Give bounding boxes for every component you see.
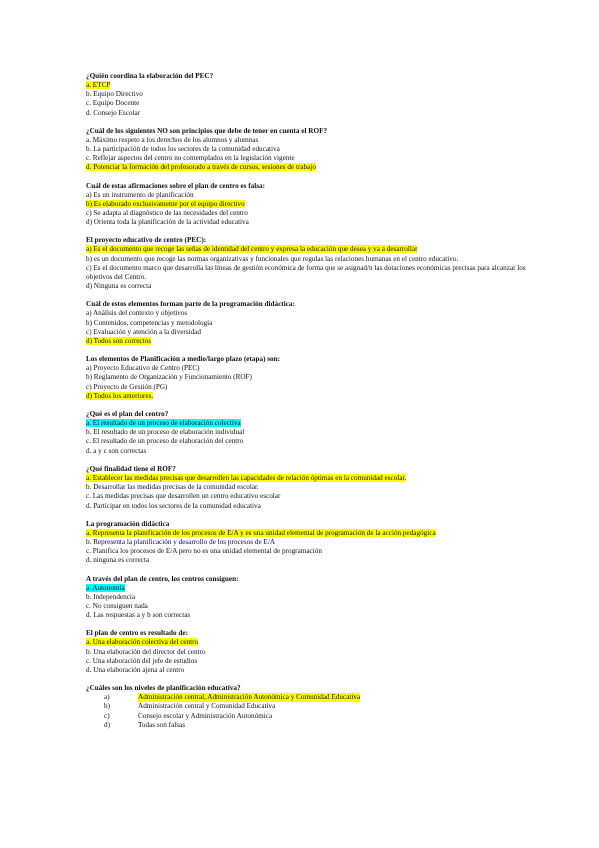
answer-option: b. Desarrollar las medidas precisas de la comunidad escolar. xyxy=(86,483,259,492)
option-letter: a) xyxy=(104,693,110,702)
answer-option-correct: a. Autonomía xyxy=(86,583,125,592)
answer-option: c. El resultado de un proceso de elaboración del centro xyxy=(86,437,244,446)
question-block xyxy=(86,300,546,346)
option-letter: d) xyxy=(104,720,110,729)
answer-option-correct: d) Todos los anteriores. xyxy=(86,391,154,400)
answer-option: d. Participar en todos los sectores de la comunidad educativa xyxy=(86,501,261,510)
answer-option-correct: a. Una elaboración colectiva del centro xyxy=(86,638,199,647)
answer-option: a) Proyecto Educativo de Centro (PEC) xyxy=(86,364,200,373)
answer-option xyxy=(86,702,546,711)
answer-option: d. ninguna es correcta xyxy=(86,556,150,565)
question-title: El proyecto educativo de centro (PEC): xyxy=(86,236,207,245)
answer-option: c. Reflejar aspectos del centro no contemplados en la legislación vigente xyxy=(86,154,295,163)
question-block xyxy=(86,684,546,730)
question-block xyxy=(86,127,546,173)
question-title: ¿Qué es el plan del centro? xyxy=(86,410,169,419)
option-text: Consejo escolar y Administración Autonómica xyxy=(138,711,273,720)
answer-option: c) Evaluación y atención a la diversidad xyxy=(86,327,201,336)
answer-option: c) Se adapta al diagnóstico de las necesidades del centro xyxy=(86,209,248,218)
question-block xyxy=(86,465,546,511)
answer-option: b) Contenidos, competencias y metodología xyxy=(86,318,213,327)
answer-option: d. Consejo Escolar xyxy=(86,108,141,117)
answer-option: c. Planifica los procesos de E/A pero no es una unidad elemental de programación xyxy=(86,547,322,556)
answer-option: b) es un documento que recoge las normas organizativas y funcionales que regulas las relaciones humanas en el centro educativo. xyxy=(86,254,459,263)
option-text: Administración central y Comunidad Educativa xyxy=(138,702,276,711)
question-title: A través del plan de centro, los centros consiguen: xyxy=(86,574,239,583)
answer-option: b. Equipo Directivo xyxy=(86,90,143,99)
question-title: La programación didáctica xyxy=(86,519,170,528)
question-block xyxy=(86,355,546,401)
answer-option: b. Una elaboración del director del centro xyxy=(86,647,206,656)
question-title: Cuál de estos elementos forman parte de la programación didáctica: xyxy=(86,300,295,309)
answer-option: c. Una elaboración del jefe de estudios xyxy=(86,656,198,665)
answer-option: b. Representa la planificación y desarrollo de los procesos de E/A xyxy=(86,537,276,546)
question-block xyxy=(86,72,546,118)
option-text: Administración central, Administración Autonómica y Comunidad Educativa xyxy=(138,693,361,702)
answer-option: c) Proyecto de Gestión (PG) xyxy=(86,382,168,391)
answer-option: b. La participación de todos los sectores de la comunidad educativa xyxy=(86,145,280,154)
answer-option: a) Es un instrumento de planificación xyxy=(86,190,194,199)
question-title: Cuál de estas afirmaciones sobre el plan de centro es falsa: xyxy=(86,181,266,190)
question-title: ¿Quién coordina la elaboración del PEC? xyxy=(86,72,214,80)
question-block xyxy=(86,629,546,675)
question-block xyxy=(86,182,546,228)
answer-option-correct: a. Representa la planificación de los procesos de E/A y es una unidad elemental de programación de la acción pedagógica xyxy=(86,528,436,537)
answer-option: b. El resultado de un proceso de elaboración individual xyxy=(86,428,245,437)
answer-option: d) Ninguna es correcta xyxy=(86,282,152,291)
question-block xyxy=(86,575,546,621)
answer-option: d. a y c son correctas xyxy=(86,446,147,455)
answer-option-correct: a. El resultado de un proceso de elaboración colectiva xyxy=(86,419,241,428)
answer-option-correct xyxy=(86,693,546,702)
answer-option-correct: a. ETCP xyxy=(86,81,111,89)
answer-option: a) Análisis del contexto y objetivos xyxy=(86,309,188,318)
answer-option: b. Independencia xyxy=(86,592,136,601)
answer-option-correct: a) Es el documento que recoge las señas de identidad del centro y expresa la educación que desea y va a desarrollar xyxy=(86,245,418,254)
answer-option: c) Es el documento marco que desarrolla las líneas de gestión económica de forma que se asignad/n las dotaciones económicas precisas para alcanzar los objetivos del Centro. xyxy=(86,263,526,282)
answer-option-correct: d) Todos son correctos xyxy=(86,337,152,346)
question-title: ¿Cuál de los siguientes NO son principios que debe de tener en cuenta el ROF? xyxy=(86,126,328,135)
question-block xyxy=(86,520,546,566)
answer-option-correct: b) Es elaborado exclusivamente por el equipo directivo xyxy=(86,199,245,208)
answer-option xyxy=(86,712,546,721)
question-title: Los elementos de Planificación a medio/largo plazo (etapa) son: xyxy=(86,355,281,364)
answer-option: c. Equipo Docente xyxy=(86,99,140,108)
question-title: El plan de centro es resultado de: xyxy=(86,629,188,638)
answer-option: d. Las respuestas a y b son correctas xyxy=(86,611,191,620)
question-title: ¿Qué finalidad tiene el ROF? xyxy=(86,464,176,473)
answer-option xyxy=(86,721,546,730)
document-page xyxy=(86,72,546,739)
question-block xyxy=(86,236,546,291)
question-title: ¿Cuáles son los niveles de planificación educativa? xyxy=(86,684,241,693)
answer-option: c. Las medidas precisas que desarrollen un centro educativo escolar xyxy=(86,492,281,501)
answer-option-correct: a. Establecer las medidas precisas que desarrollen las capacidades de relación óptimas en la comunidad escolar. xyxy=(86,473,407,482)
answer-option: c. No consiguen nada xyxy=(86,601,148,610)
option-text: Todas son falsas xyxy=(138,720,186,729)
option-letter: c) xyxy=(104,711,110,720)
answer-option: d. Una elaboración ajena al centro xyxy=(86,665,185,674)
answer-option: d) Orienta toda la planificación de la actividad educativa xyxy=(86,218,249,227)
answer-option: b) Reglamento de Organización y Funcionamiento (ROF) xyxy=(86,373,252,382)
answer-option: a. Máximo respeto a los derechos de los alumnos y alumnas xyxy=(86,135,259,144)
question-block xyxy=(86,410,546,456)
option-letter: b) xyxy=(104,702,110,711)
answer-option-correct: d. Potenciar la formación del profesorado a través de cursos, sesiones de trabajo xyxy=(86,163,316,172)
